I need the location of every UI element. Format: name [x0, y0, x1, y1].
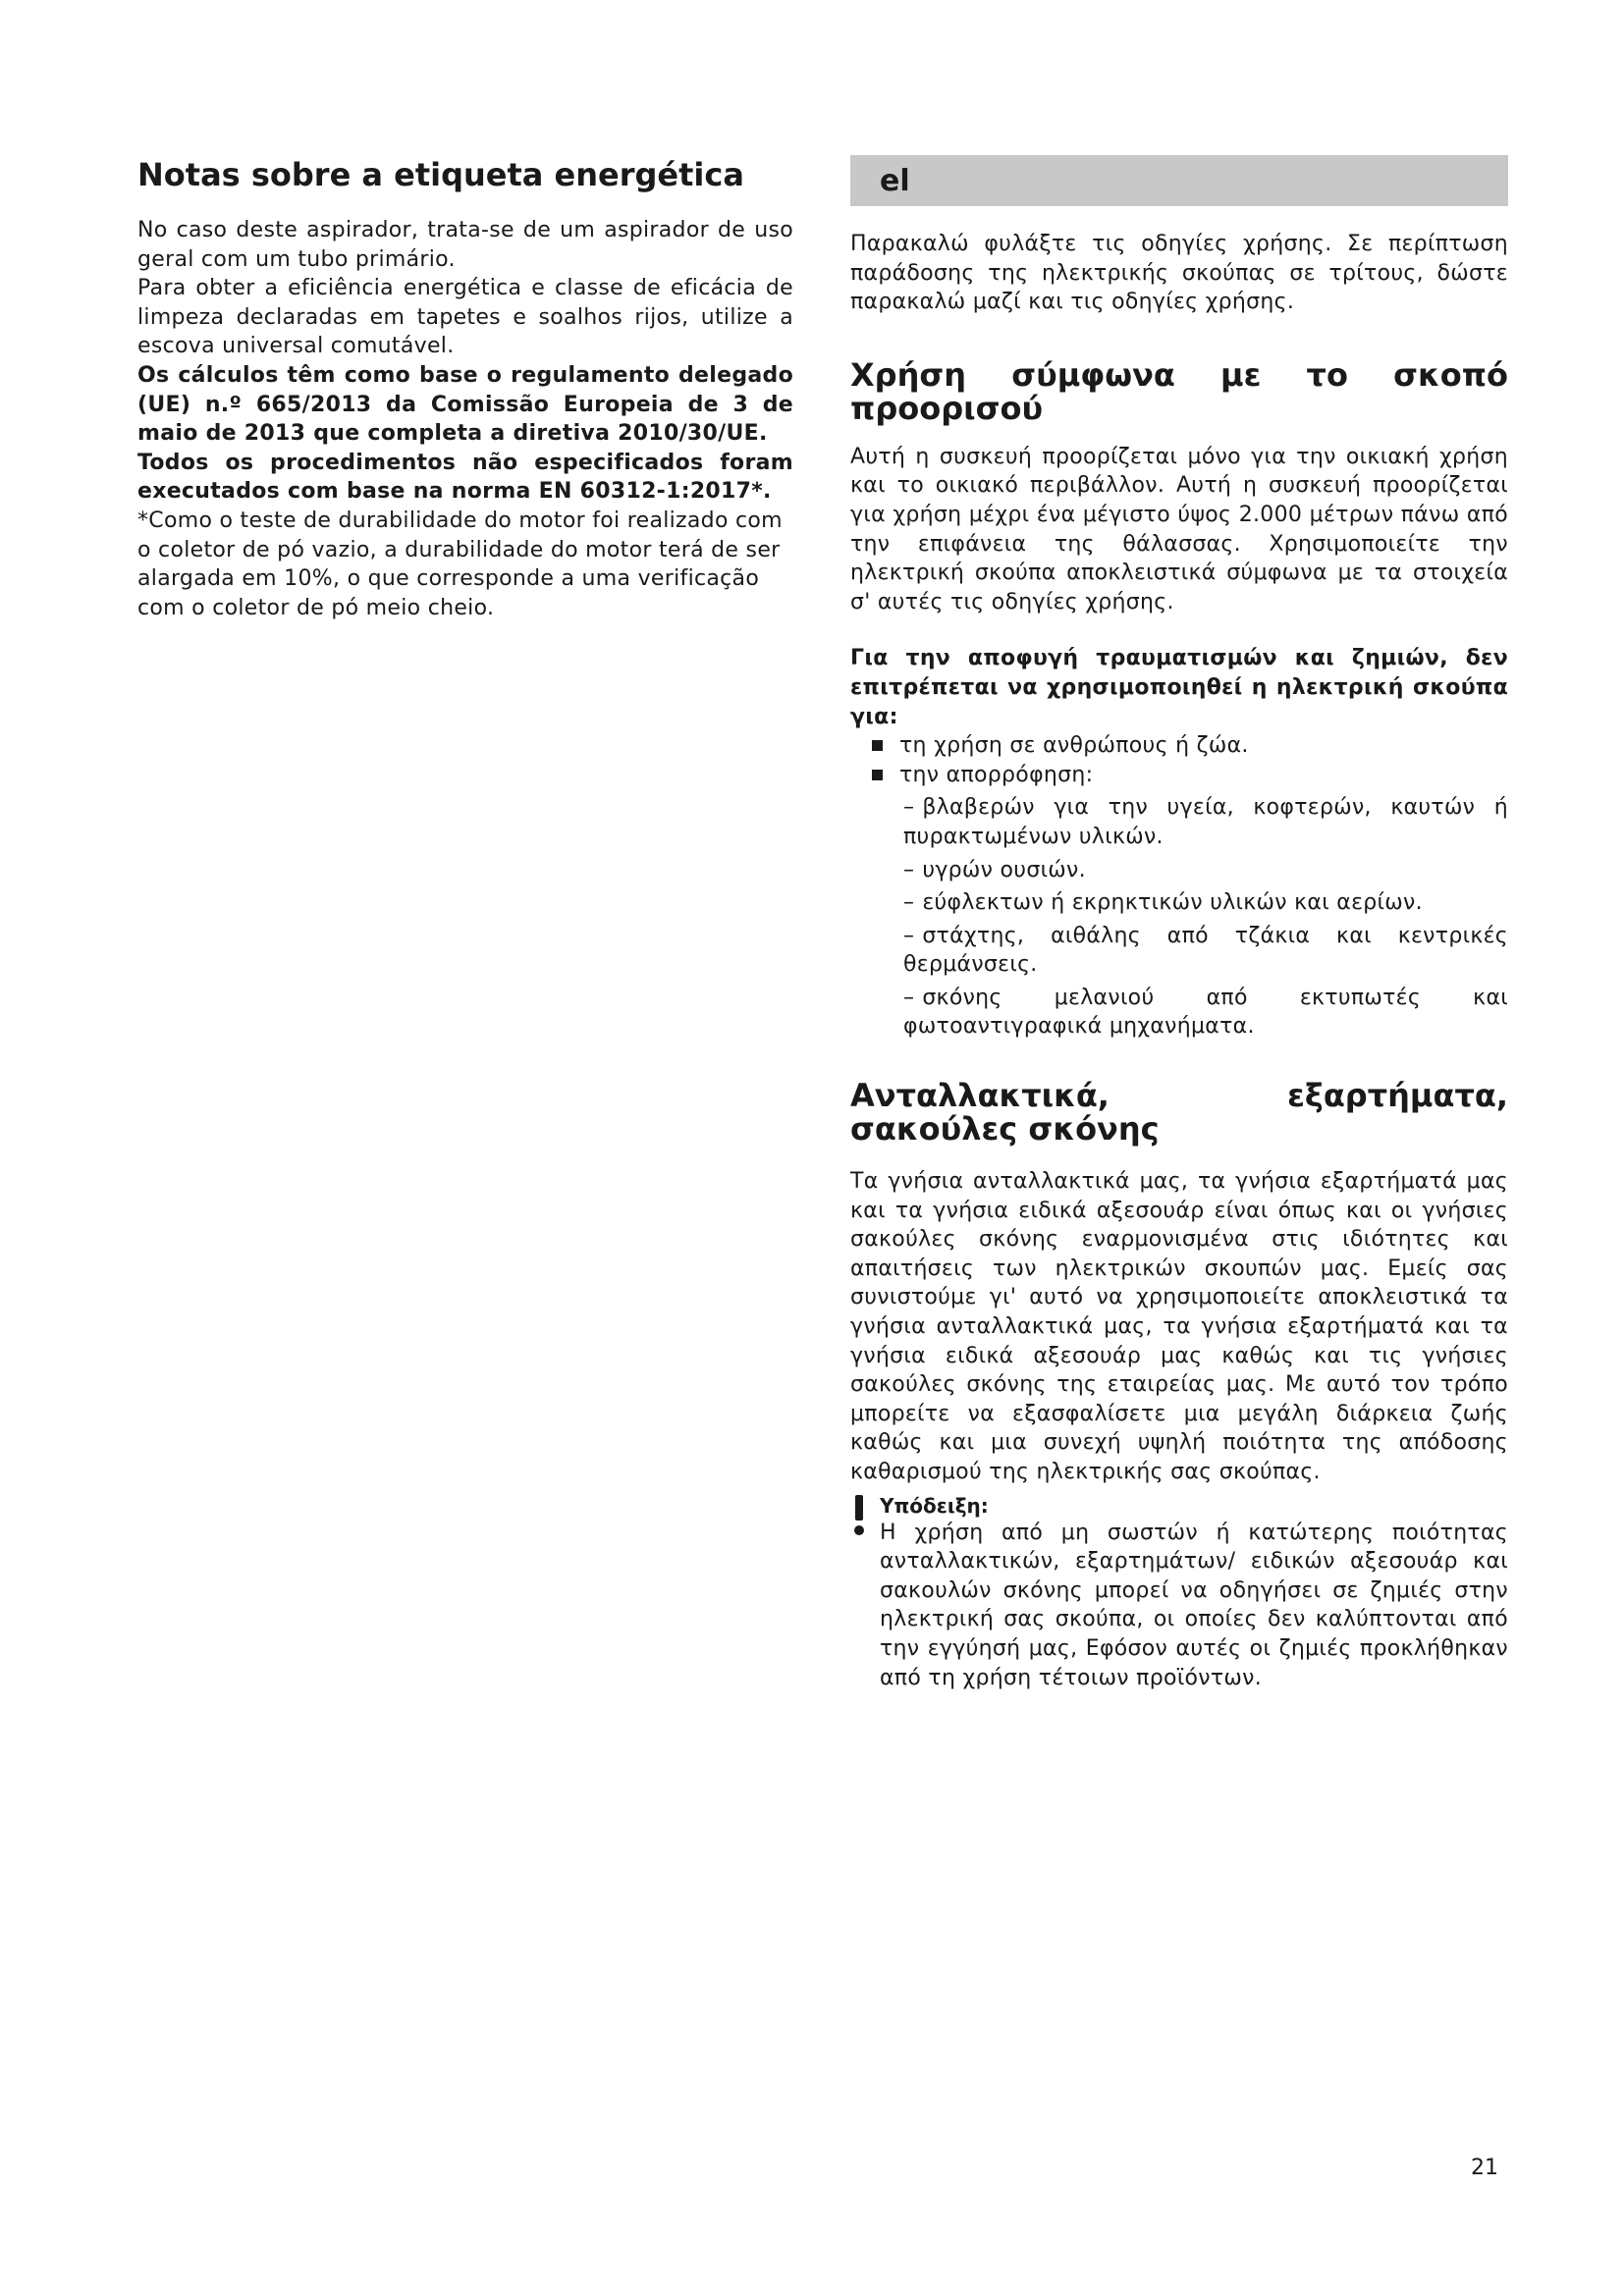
energy-label-heading: Notas sobre a etiqueta energética: [137, 156, 744, 193]
square-bullet-icon: [872, 770, 883, 780]
list-item: – σκόνης μελανιού από εκτυπωτές και φωτοαντιγραφικά μηχανήματα.: [903, 985, 1508, 1040]
efficiency-paragraph: Para obter a eficiência energética e classe de eficácia de limpeza declaradas em tapetes e soalhos rijos, utilize a escova universal comutável.: [137, 276, 793, 359]
left-column: [137, 155, 793, 622]
language-bar: [850, 155, 1508, 206]
spare-parts-paragraph: Τα γνήσια ανταλλακτικά μας, τα γνήσια εξαρτήματά μας και τα γνήσια ειδικά αξεσουάρ είναι όπως και οι γνήσιες σακούλες σκόνης εναρμονισμένα στις ιδιότητες και απαιτήσεις των ηλεκτρικών σκουπών μας. Εμείς σας συνιστούμε γι' αυτό να χρησιμοποιείτε αποκλειστικά τα γνήσια ανταλλακτικά μας, τα γνήσια εξαρτήματά και τα γνήσια ειδικά αξεσουάρ μας καθώς και τις γνήσιες σακούλες σκόνης της εταιρείας μας. Με αυτό τον τρόπο μπορείτε να εξασφαλίσετε μια μεγάλη διάρκεια ζωής καθώς και μια συνεχή υψηλή ποιότητα της απόδοσης καθαρισμού της ηλεκτρικής σας σκούπας.: [850, 1169, 1508, 1484]
intended-use-paragraph: Αυτή η συσκευή προορίζεται μόνο για την οικιακή χρήση και το οικιακό περιβάλλον. Αυτή η συσκευή προορίζεται για χρήση μέχρι ένα μέγιστο ύψος 2.000 μέτρων πάνω από την επιφάνεια της θάλασσας. Χρησιμοποιείτε την ηλεκτρική σκούπα αποκλειστικά σύμφωνα με τα στοιχεία σ' αυτές τις οδηγίες χρήσης.: [850, 444, 1508, 614]
spare-parts-heading: Ανταλλακτικά, εξαρτήματα, σακούλες σκόνης: [850, 1077, 1508, 1148]
exclamation-icon: [850, 1495, 868, 1534]
list-item: – υγρών ουσιών.: [903, 857, 1086, 882]
square-bullet-icon: [872, 740, 883, 751]
suction-prohibited-list: [850, 793, 1508, 1041]
language-code: el: [880, 163, 910, 198]
intended-use-heading: Χρήση σύμφωνα με το σκοπό προορισού: [850, 355, 1508, 427]
note-body: Η χρήση από μη σωστών ή κατώτερης ποιότητας ανταλλακτικών, εξαρτημάτων/ ειδικών αξεσουάρ και σακουλών σκόνης μπορεί να οδηγήσει σε ζημιές στην ηλεκτρική σας σκούπα, οι οποίες δεν καλύπτονται από την εγγύησή μας, Εφόσον αυτές οι ζημιές προκλήθηκαν από τη χρήση τέτοιων προϊόντων.: [880, 1520, 1508, 1690]
list-item: – βλαβερών για την υγεία, κοφτερών, καυτών ή πυρακτωμένων υλικών.: [903, 795, 1508, 849]
page-number: 21: [1471, 2156, 1498, 2180]
right-column: [850, 155, 1508, 1692]
intro-paragraph: No caso deste aspirador, trata-se de um aspirador de uso geral com um tubo primário.: [137, 218, 793, 272]
injury-warning: Για την αποφυγή τραυματισμών και ζημιών, δεν επιτρέπεται να χρησιμοποιηθεί η ηλεκτρική σκούπα για:: [850, 646, 1508, 729]
prohibited-uses-list: [850, 731, 1508, 789]
regulation-paragraph: Os cálculos têm como base o regulamento delegado (UE) n.º 665/2013 da Comissão Europeia de 3 de maio de 2013 que completa a diretiva 2010/30/UE.: [137, 362, 793, 447]
note-block: [850, 1493, 1508, 1693]
durability-footnote: *Como o teste de durabilidade do motor foi realizado com o coletor de pó vazio, a durabilidade do motor terá de ser alargada em 10%, o que corresponde a uma verificação com o coletor de pó meio cheio.: [137, 507, 783, 620]
note-title: Υπόδειξη:: [880, 1493, 989, 1518]
greek-intro-paragraph: Παρακαλώ φυλάξτε τις οδηγίες χρήσης. Σε περίπτωση παράδοσης της ηλεκτρικής σκούπας σε τρίτους, δώστε παρακαλώ μαζί και τις οδηγίες χρήσης.: [850, 232, 1508, 315]
list-item: τη χρήση σε ανθρώπους ή ζώα.: [850, 731, 1508, 761]
list-item: – εύφλεκτων ή εκρηκτικών υλικών και αερίων.: [903, 890, 1423, 916]
list-item: – στάχτης, αιθάλης από τζάκια και κεντρικές θερμάνσεις.: [903, 923, 1508, 978]
procedures-paragraph: Todos os procedimentos não especificados foram executados com base na norma EN 60312-1:2017*.: [137, 450, 793, 505]
list-item: την απορρόφηση:: [850, 761, 1508, 790]
